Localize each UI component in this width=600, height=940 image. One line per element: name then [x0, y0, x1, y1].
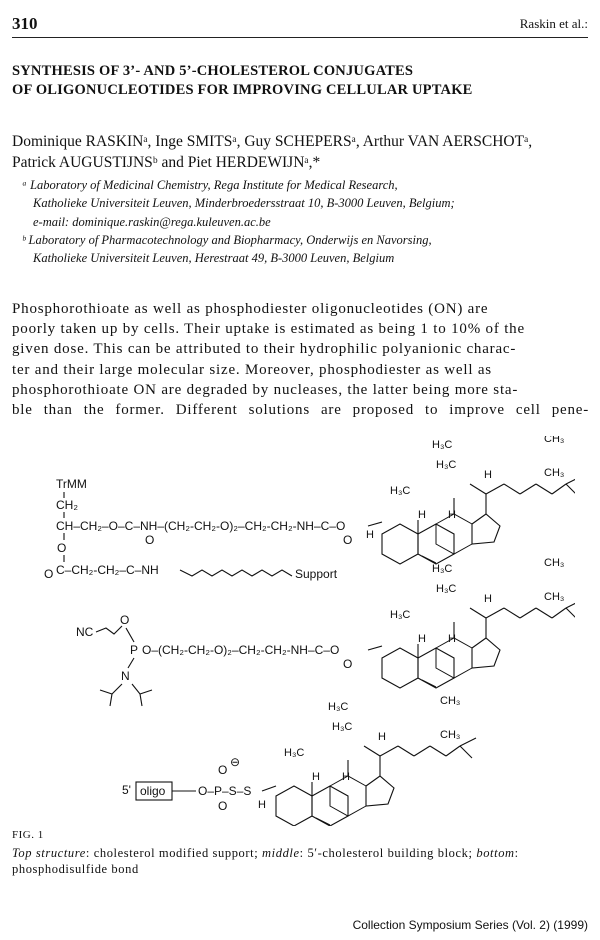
- ch3-label: CH₃: [544, 436, 565, 445]
- affiliation-a-line-2: Katholieke Universiteit Leuven, Minderbroedersstraat 10, B-3000 Leuven, Belgium;: [33, 196, 455, 211]
- ester-o: O: [57, 541, 67, 555]
- affiliation-email: e-mail: dominique.raskin@rega.kuleuven.ac.be: [33, 214, 271, 229]
- body-line: given dose. This can be attributed to their hydrophilic polyanionic charac-: [12, 341, 517, 358]
- h3c-ring-label: H₃C: [284, 747, 305, 759]
- h-label: H: [342, 771, 350, 783]
- h-label: H: [448, 633, 456, 645]
- authors-line-2: Patrick AUGUSTIJNSᵇ and Piet HERDEWIJNᵃ,*: [12, 154, 321, 171]
- body-paragraph: [12, 299, 589, 420]
- ch3-label: CH₃: [440, 729, 461, 741]
- caption-text: : 5′-cholesterol building block;: [299, 846, 477, 860]
- caption-line-2: phosphodisulfide bond: [12, 862, 139, 876]
- h-label: H: [418, 509, 426, 521]
- body-line: ble than the former. Different solutions are proposed to improve cell pene-: [12, 402, 589, 419]
- h3c-label: H₃C: [432, 563, 453, 575]
- oligo-label: oligo: [140, 784, 166, 798]
- page-footer: Collection Symposium Series (Vol. 2) (1999): [352, 918, 588, 932]
- middle-chain: O–(CH₂-CH₂-O)₂–CH₂-CH₂-NH–C–O: [142, 643, 340, 657]
- ch3-label: CH₃: [440, 695, 461, 707]
- h3c-ring-label: H₃C: [390, 609, 411, 621]
- ester-carbonyl-o: O: [44, 567, 54, 581]
- body-line: ter and their large molecular size. Moreover, phosphodiester as well as: [12, 361, 492, 378]
- carbonyl-o-right: O: [343, 533, 353, 547]
- nitrogen-label: N: [121, 669, 130, 683]
- top-main-chain: CH–CH₂–O–C–NH–(CH₂-CH₂-O)₂–CH₂-CH₂-NH–C–O: [56, 519, 346, 533]
- page-header: [12, 14, 588, 38]
- header-rule: [12, 37, 588, 38]
- ch3-label: CH₃: [544, 557, 565, 569]
- h3c-label: H₃C: [432, 439, 453, 451]
- affiliation-a-line-1: ᵃ Laboratory of Medicinal Chemistry, Rega Institute for Medical Research,: [22, 178, 398, 192]
- middle-o-label: O: [120, 613, 130, 627]
- body-line: poorly taken up by cells. Their uptake is estimated as being 1 to 10% of the: [12, 321, 525, 338]
- h-label: H: [312, 771, 320, 783]
- bottom-structure: [122, 695, 476, 826]
- page-number: 310: [12, 14, 38, 33]
- title-line-1: SYNTHESIS OF 3’- AND 5’-CHOLESTEROL CONJUGATES: [12, 63, 414, 79]
- affiliation-b-line-2: Katholieke Universiteit Leuven, Herestraat 49, B-3000 Leuven, Belgium: [33, 251, 395, 266]
- ch3-label: CH₃: [544, 591, 565, 603]
- support-label: Support: [295, 567, 338, 581]
- h3c-ring-label: H₃C: [390, 485, 411, 497]
- phosphorus-label: P: [130, 643, 139, 657]
- five-prime-label: 5': [122, 783, 131, 797]
- trmm-label: TrMM: [56, 477, 87, 491]
- h-label: H: [258, 799, 266, 811]
- ch2-label: CH₂: [56, 498, 78, 512]
- caption-text: : cholesterol modified support;: [85, 846, 263, 860]
- h-label: H: [448, 509, 456, 521]
- h3c-label: H₃C: [436, 459, 457, 471]
- body-line: Phosphorothioate as well as phosphodiester oligonucleotides (ON) are: [12, 301, 489, 317]
- phosphodisulfide-link: O–P–S–S: [198, 784, 252, 798]
- affiliation-b-line-1: ᵇ Laboratory of Pharmacotechnology and Biopharmacy, Onderwijs en Navorsing,: [22, 232, 432, 247]
- h-label: H: [378, 731, 386, 743]
- h-label: H: [366, 529, 374, 541]
- phosphate-o-lower: O: [218, 799, 228, 813]
- top-structure: [44, 436, 575, 581]
- figure-caption: [12, 845, 592, 877]
- negative-charge: ⊖: [230, 755, 241, 769]
- author-list: [12, 131, 592, 173]
- figure-label: FIG. 1: [12, 829, 44, 841]
- carbonyl-o-middle: O: [343, 657, 353, 671]
- body-line: phosphorothioate ON are degraded by nucleases, the latter being more sta-: [12, 381, 519, 398]
- structures-drawing: [30, 436, 575, 826]
- paper-title: [12, 62, 588, 100]
- carbonyl-o-left: O: [145, 533, 155, 547]
- running-head: Raskin et al.:: [519, 16, 588, 31]
- h-label: H: [484, 593, 492, 605]
- caption-middle-label: middle: [262, 846, 300, 860]
- h-label: H: [484, 469, 492, 481]
- caption-top-label: Top structure: [12, 846, 86, 860]
- caption-bottom-label: bottom: [476, 846, 515, 860]
- h3c-label: H₃C: [436, 583, 457, 595]
- affiliations: [22, 176, 592, 267]
- authors-line-1: Dominique RASKINᵃ, Inge SMITSᵃ, Guy SCHEPERSᵃ, Arthur VAN AERSCHOTᵃ,: [12, 133, 533, 150]
- h-label: H: [418, 633, 426, 645]
- h3c-label: H₃C: [332, 721, 353, 733]
- h3c-label: H₃C: [328, 701, 349, 713]
- title-line-2: OF OLIGONUCLEOTIDES FOR IMPROVING CELLULAR UPTAKE: [12, 82, 473, 98]
- chemical-structures-figure: [30, 436, 575, 831]
- nc-label: NC: [76, 625, 94, 639]
- caption-text: :: [514, 846, 519, 860]
- ester-chain: C–CH₂-CH₂–C–NH: [56, 563, 159, 577]
- phosphate-o: O: [218, 763, 228, 777]
- ch3-label: CH₃: [544, 467, 565, 479]
